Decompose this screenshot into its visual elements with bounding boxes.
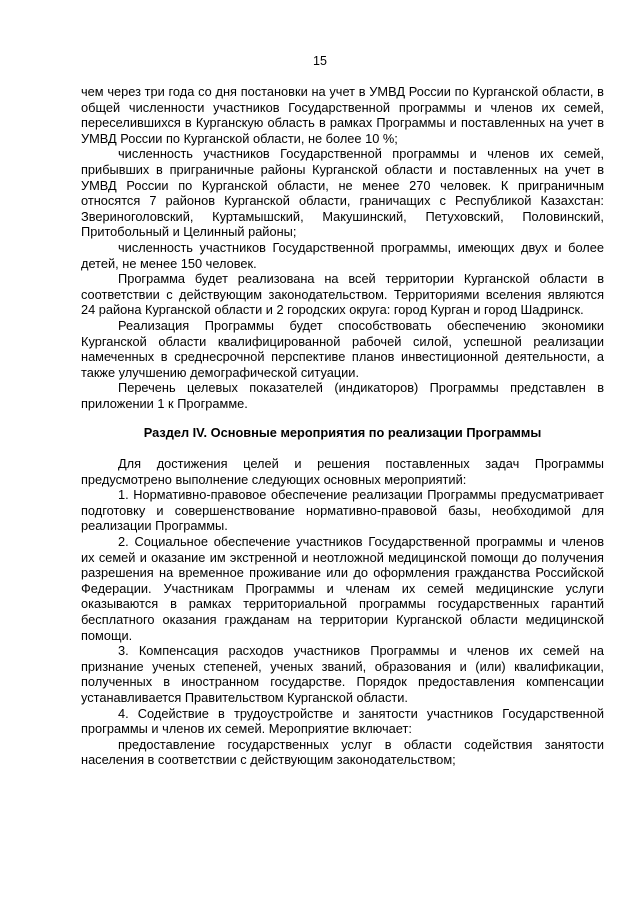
section-heading: Раздел IV. Основные мероприятия по реализации Программы (143, 425, 542, 441)
paragraph: численность участников Государственной программы и членов их семей, прибывших в приграничные районы Курганской области и поставленных на учет в УМВД России по Курганской области, не менее 270 человек. К приграничным относятся 7 районов Курганской области, граничащих с Республикой Казахстан: Звериноголовский, Куртамышский, Макушинский, Петуховский, Половинский, Притобольный и Целинный районы; (81, 146, 604, 240)
paragraph: 4. Содействие в трудоустройстве и занятости участников Государственной программы и членов их семей. Мероприятие включает: (81, 705, 604, 737)
paragraph: численность участников Государственной программы, имеющих двух и более детей, не менее 150 человек. (81, 239, 604, 271)
paragraph: Программа будет реализована на всей территории Курганской области в соответствии с действующим законодательством. Территориями вселения являются 24 района Курганской области и 2 городских округа: город Курган и город Шадринск. (81, 271, 604, 318)
paragraph: Для достижения целей и решения поставленных задач Программы предусмотрено выполнение следующих основных мероприятий: (81, 456, 604, 487)
page-number: 15 (313, 54, 327, 68)
paragraph: предоставление государственных услуг в области содействия занятости населения в соответствии с действующим законодательством; (81, 736, 604, 768)
paragraph: Реализация Программы будет способствовать обеспечению экономики Курганской области квалифицированной рабочей силой, успешной реализации намеченных в среднесрочной перспективе планов инвестиционной деятельности, а также улучшению демографической ситуации. (81, 317, 604, 380)
paragraph: 3. Компенсация расходов участников Программы и членов их семей на признание ученых степеней, ученых званий, образования и (или) квалификации, полученных в иностранном государстве. Порядок предоставления компенсации устанавливается Правительством Курганской области. (81, 643, 604, 705)
paragraph: Перечень целевых показателей (индикаторов) Программы представлен в приложении 1 к Программе. (81, 380, 604, 411)
paragraph: 2. Социальное обеспечение участников Государственной программы и членов их семей и оказание им экстренной и неотложной медицинской помощи до получения разрешения на временное проживание или до оформления гражданства Российской Федерации. Участникам Программы и членам их семей медицинские услуги оказываются в рамках территориальной программы государственных гарантий бесплатного оказания гражданам на территории Курганской области медицинской помощи. (81, 534, 604, 643)
paragraph: чем через три года со дня постановки на учет в УМВД России по Курганской области, в общей численности участников Государственной программы и членов их семей, переселившихся в Курганскую область в рамках Программы и поставленных на учет в УМВД России по Курганской области, не более 10 %; (81, 84, 604, 146)
document-body (81, 84, 604, 768)
paragraph: 1. Нормативно-правовое обеспечение реализации Программы предусматривает подготовку и совершенствование нормативно-правовой базы, необходимой для реализации Программы. (81, 487, 604, 534)
